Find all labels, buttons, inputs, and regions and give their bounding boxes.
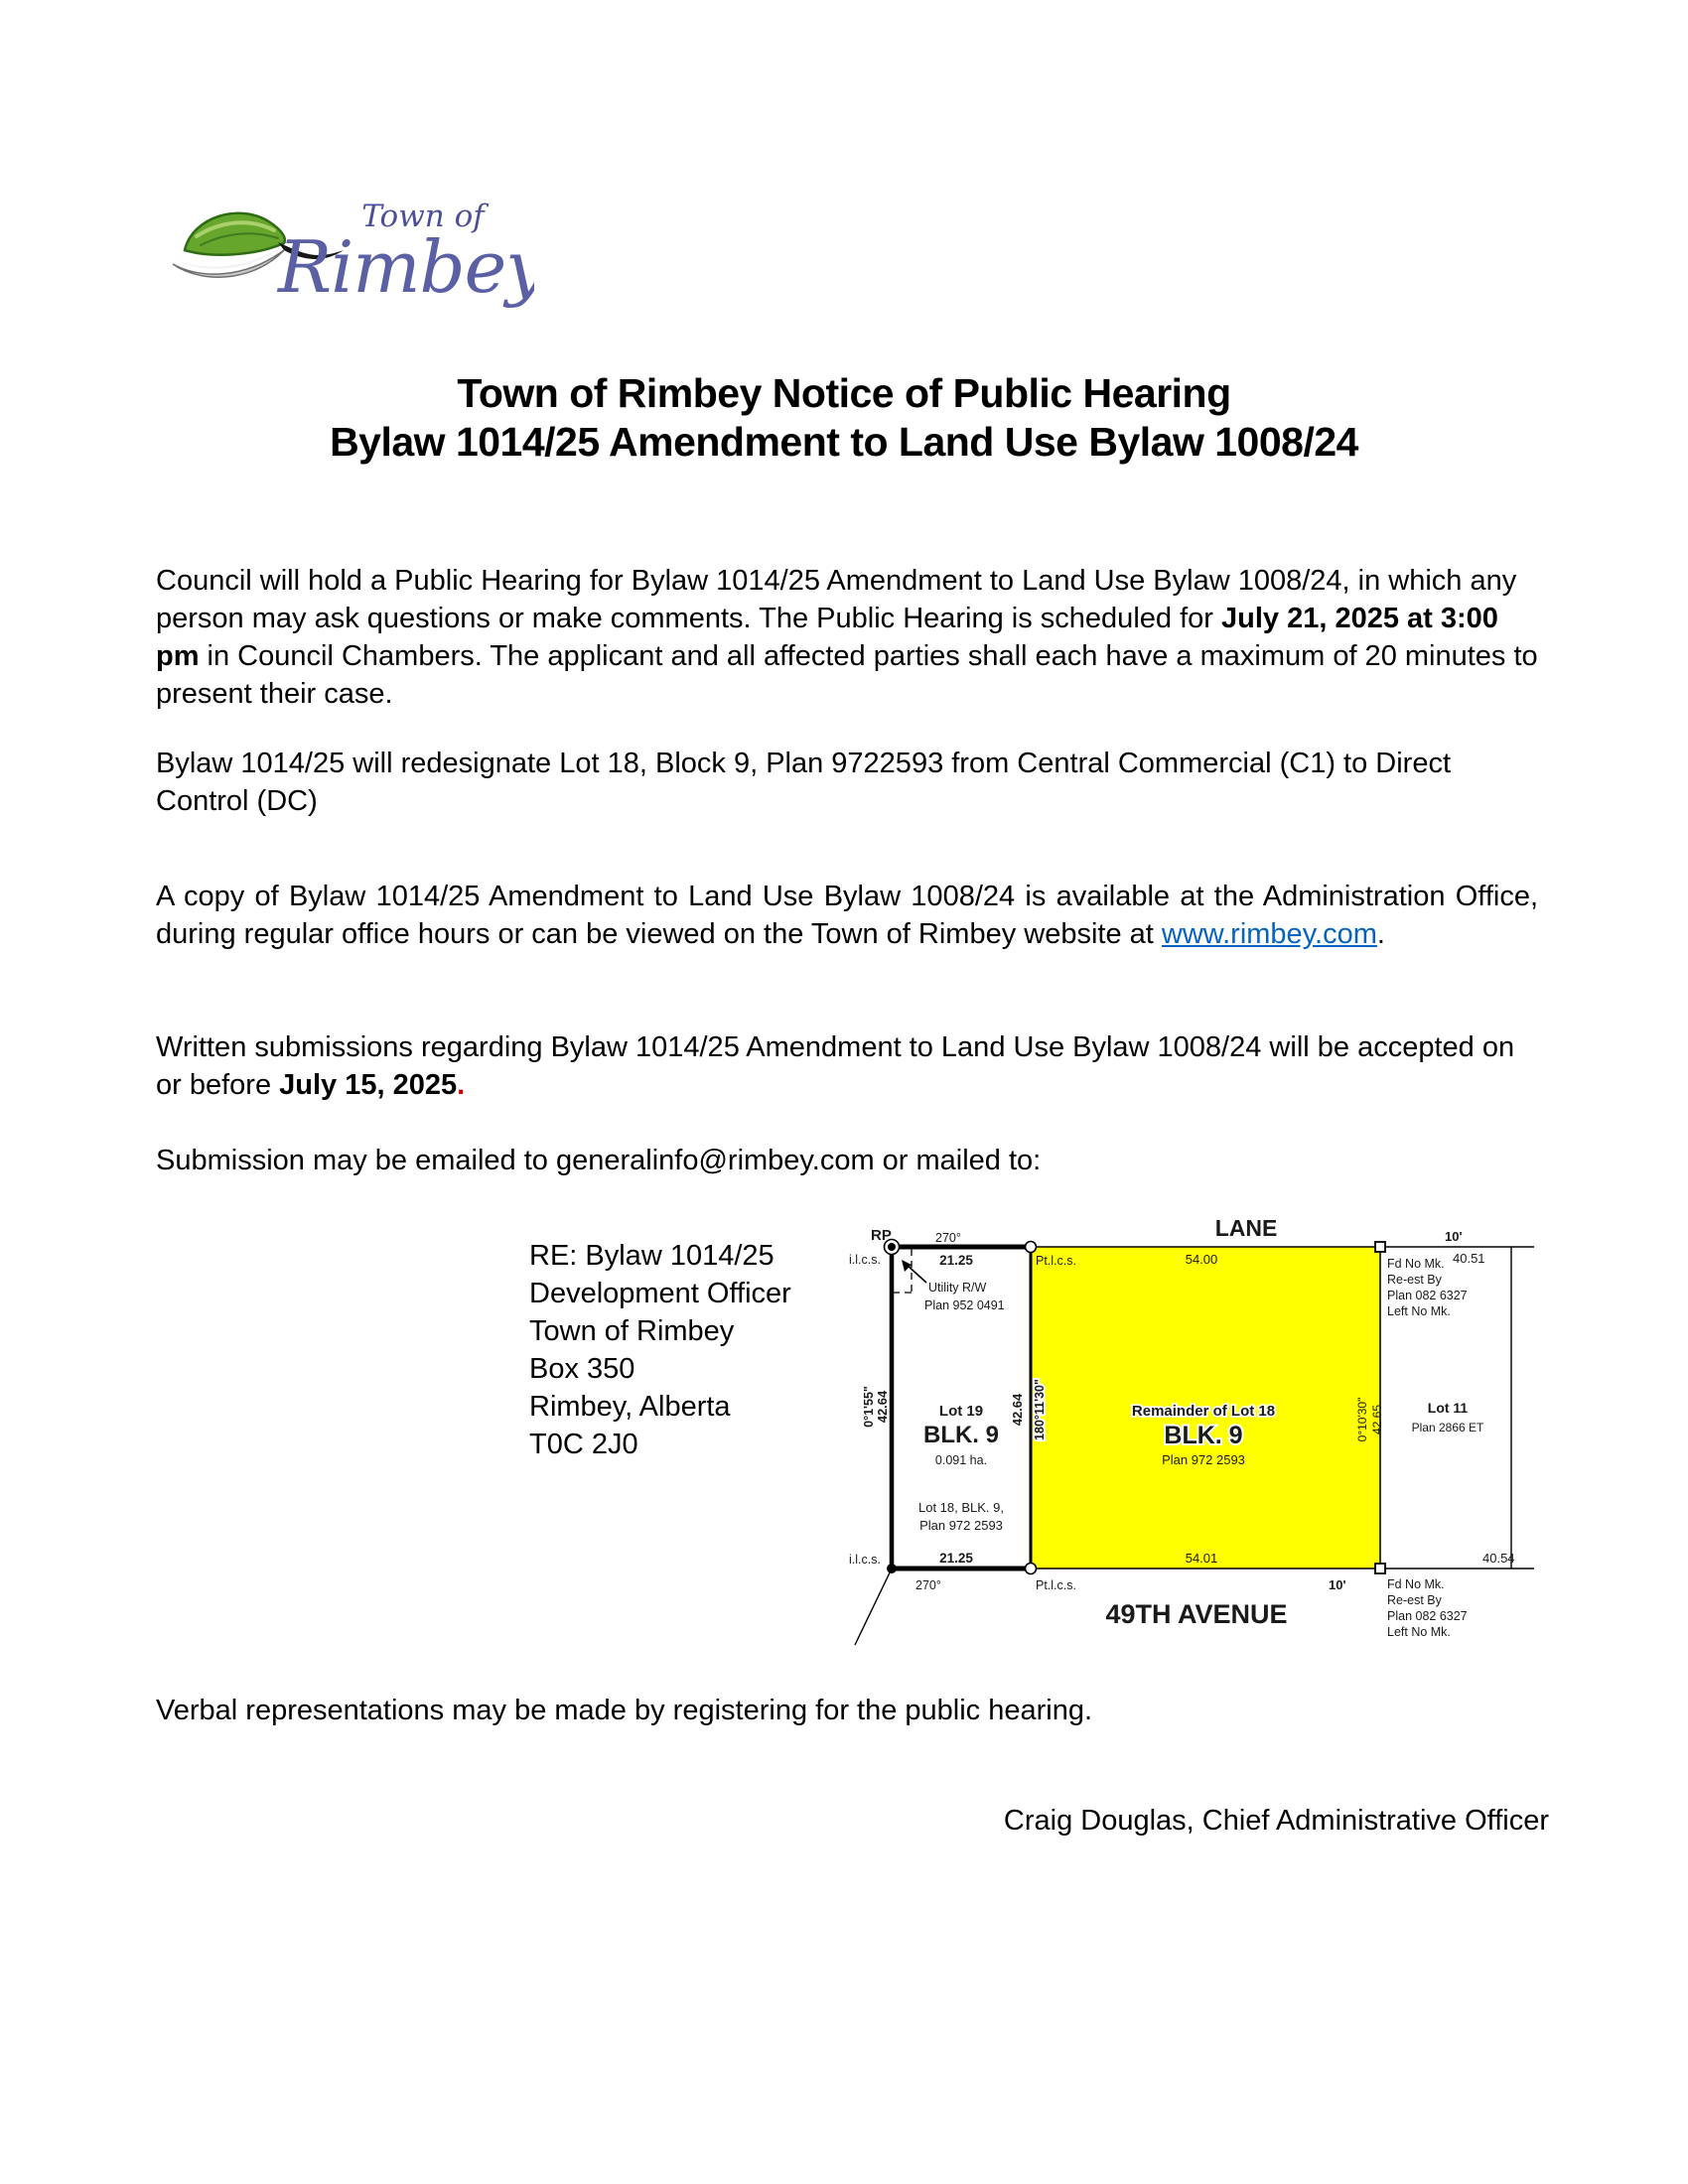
top-right-monument-square [1375, 1242, 1385, 1252]
paragraph-submission-email: Submission may be emailed to generalinfo@rimbey.com or mailed to: [156, 1145, 1042, 1176]
bearing-270-top: 270° [935, 1231, 961, 1245]
signature-line: Craig Douglas, Chief Administrative Officer [1003, 1805, 1549, 1837]
utility-plan-label: Plan 952 0491 [924, 1298, 1005, 1312]
fd-bottom-line3: Plan 082 6327 [1387, 1609, 1468, 1623]
dist-5401-label: 54.01 [1185, 1551, 1218, 1566]
logo-town-of-text: Town of [361, 199, 485, 234]
lane-label: LANE [1214, 1216, 1278, 1241]
logo-graphic [167, 189, 534, 318]
paragraph-written-submissions [156, 1028, 1538, 1104]
address-line-town: Town of Rimbey [529, 1315, 735, 1347]
p1-date-bold: July 21, 2025 at 3:00 pm [156, 603, 1498, 672]
document-title [0, 369, 1688, 467]
paragraph-copy-available [156, 878, 1538, 953]
ptlcs-bottom-label: Pt.l.c.s. [1036, 1578, 1076, 1592]
fd-bottom-line1: Fd No Mk. [1387, 1577, 1445, 1591]
survey-plan-svg [849, 1216, 1539, 1663]
p4-deadline-bold: July 15, 2025 [279, 1069, 458, 1101]
p3-text-after: . [1376, 918, 1385, 950]
paragraph-redesignation: Bylaw 1014/25 will redesignate Lot 18, Block 9, Plan 9722593 from Central Commercial (C1) to Direct Control (DC) [156, 748, 1452, 817]
diagonal-tie-line [855, 1569, 892, 1645]
lot18-ref-line2: Plan 972 2593 [919, 1518, 1003, 1533]
right-dist-text: 42.65 [1370, 1404, 1384, 1435]
p1-text-after: in Council Chambers. The applicant and all affected parties shall each have a maximum of 20 minutes to present their case. [156, 640, 1538, 710]
address-line-city: Rimbey, Alberta [529, 1391, 731, 1423]
mailing-address-block [529, 1237, 791, 1463]
title-line-1: Town of Rimbey Notice of Public Hearing [457, 370, 1231, 416]
fd-top-line1: Fd No Mk. [1387, 1257, 1445, 1271]
dist-5400-label: 54.00 [1185, 1252, 1218, 1267]
fd-top-line3: Plan 082 6327 [1387, 1289, 1468, 1302]
bottom-mid-monument [1026, 1564, 1037, 1574]
p1-text: Council will hold a Public Hearing for Bylaw 1014/25 Amendment to Land Use Bylaw 1008/24, in which any person may ask questions or make comments. The Public Hearing is scheduled for [156, 565, 1517, 634]
fd-bottom-line4: Left No Mk. [1387, 1625, 1451, 1639]
dist-4054-label: 40.54 [1482, 1551, 1515, 1566]
logo-rimbey-text: Rimbey [278, 225, 534, 309]
bearing-270-bottom: 270° [915, 1578, 941, 1592]
dist-10ft-top: 10' [1445, 1229, 1463, 1244]
mid-bearing-text: 180°11'30" [1033, 1379, 1047, 1440]
address-line-officer: Development Officer [529, 1278, 791, 1309]
ilcs-bottom-label: i.l.c.s. [849, 1553, 881, 1567]
dist-4051-label: 40.51 [1453, 1251, 1485, 1266]
remainder-lot18-label: Remainder of Lot 18 [1131, 1403, 1276, 1420]
bottom-right-monument-square [1375, 1564, 1385, 1573]
dist-10ft-bottom: 10' [1329, 1577, 1346, 1592]
p4-text: Written submissions regarding Bylaw 1014/25 Amendment to Land Use Bylaw 1008/24 will be accepted on or before [156, 1031, 1515, 1101]
utility-arrow-head [902, 1260, 912, 1272]
fd-top-line4: Left No Mk. [1387, 1304, 1451, 1318]
lot19-label: Lot 19 [938, 1403, 984, 1420]
paragraph-verbal-representations: Verbal representations may be made by registering for the public hearing. [156, 1695, 1093, 1726]
remainder-plan-label: Plan 972 2593 [1162, 1452, 1245, 1467]
rp-label: RP [871, 1227, 892, 1244]
lot18-ref-line1: Lot 18, BLK. 9, [917, 1500, 1005, 1515]
bottom-left-monument [887, 1564, 897, 1573]
p3-text: A copy of Bylaw 1014/25 Amendment to Land Use Bylaw 1008/24 is available at the Administration Office, during regular office hours or can be viewed on the Town of Rimbey website at [156, 881, 1538, 950]
lot19-blk-label: BLK. 9 [922, 1422, 1000, 1448]
address-line-box: Box 350 [529, 1353, 635, 1385]
left-dist-text: 42.64 [875, 1390, 890, 1424]
paragraph-hearing-info [156, 562, 1538, 713]
survey-plan-figure [849, 1216, 1539, 1663]
town-of-rimbey-logo [167, 189, 534, 318]
p4-red-period: . [457, 1069, 466, 1101]
rimbey-website-link[interactable]: www.rimbey.com [1161, 918, 1377, 950]
title-line-2: Bylaw 1014/25 Amendment to Land Use Bylaw 1008/24 [330, 419, 1358, 465]
lot19-area-label: 0.091 ha. [934, 1453, 988, 1467]
remainder-blk-label: BLK. 9 [1164, 1422, 1243, 1449]
top-mid-monument [1026, 1242, 1037, 1253]
ptlcs-top-label: Pt.l.c.s. [1036, 1254, 1076, 1268]
dist-2125-top: 21.25 [939, 1253, 973, 1268]
left-bearing-text: 0°1'55" [862, 1386, 876, 1428]
right-bearing-text: 0°10'30" [1355, 1397, 1369, 1442]
address-line-postal: T0C 2J0 [529, 1429, 638, 1460]
dist-2125-bottom: 21.25 [939, 1551, 973, 1566]
lot11-label: Lot 11 [1427, 1400, 1469, 1416]
rp-monument-dot [888, 1243, 896, 1251]
address-line-re: RE: Bylaw 1014/25 [529, 1240, 774, 1272]
mid-dist-text: 42.64 [1010, 1393, 1025, 1427]
fd-top-line2: Re-est By [1387, 1273, 1442, 1287]
ilcs-top-label: i.l.c.s. [849, 1253, 881, 1267]
utility-rw-label: Utility R/W [928, 1281, 987, 1295]
avenue-label: 49TH AVENUE [1105, 1599, 1288, 1629]
fd-bottom-line2: Re-est By [1387, 1593, 1442, 1607]
lot11-plan-label: Plan 2866 ET [1411, 1421, 1484, 1434]
